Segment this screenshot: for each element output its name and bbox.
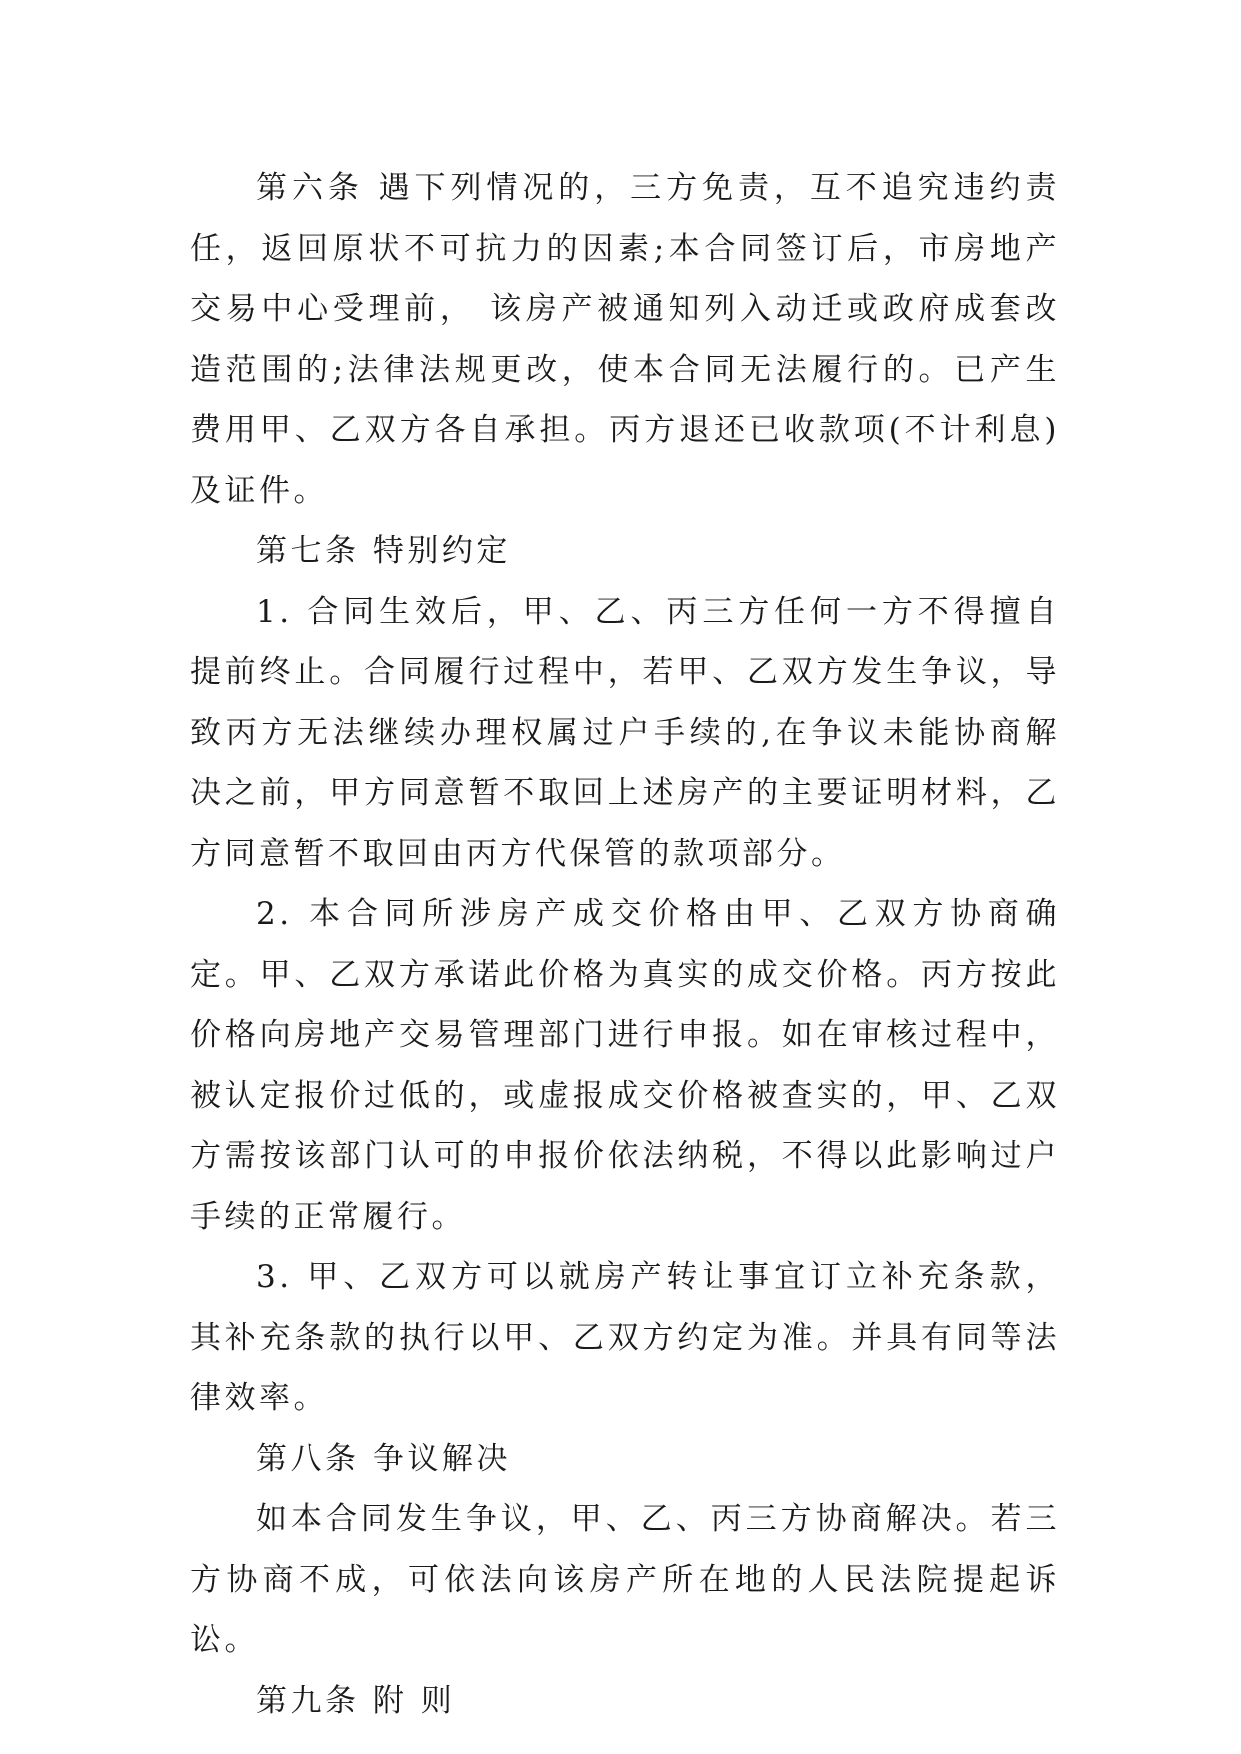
article-8-heading: 第八条 争议解决 xyxy=(256,1440,511,1477)
article-7-clause-2: 2. 本合同所涉房产成交价格由甲、乙双方协商确定。甲、乙双方承诺此价格为真实的成交价格。丙方按此价格向房地产交易管理部门进行申报。如在审核过程中，被认定报价过低的，或虚报成交价格被查实的，甲、乙双方需按该部门认可的申报价依法纳税，不得以此影响过户手续的正常履行。 xyxy=(190,896,1060,1235)
document-body xyxy=(190,158,1060,1731)
article-8-paragraph: 如本合同发生争议，甲、乙、丙三方协商解决。若三方协商不成，可依法向该房产所在地的人民法院提起诉讼。 xyxy=(190,1501,1060,1658)
article-7-clause-1: 1. 合同生效后，甲、乙、丙三方任何一方不得擅自提前终止。合同履行过程中，若甲、乙双方发生争议，导致丙方无法继续办理权属过户手续的,在争议未能协商解决之前，甲方同意暂不取回上述房产的主要证明材料，乙方同意暂不取回由丙方代保管的款项部分。 xyxy=(190,593,1060,872)
article-7-clause-3: 3. 甲、乙双方可以就房产转让事宜订立补充条款，其补充条款的执行以甲、乙双方约定为准。并具有同等法律效率。 xyxy=(190,1259,1060,1416)
article-7-heading: 第七条 特别约定 xyxy=(256,533,511,569)
article-9-heading: 第九条 附 则 xyxy=(256,1682,456,1719)
article-6-paragraph: 第六条 遇下列情况的，三方免责，互不追究违约责任，返回原状不可抗力的因素;本合同签订后，市房地产交易中心受理前， 该房产被通知列入动迁或政府成套改造范围的;法律法规更改，使本合同无法履行的。已产生费用甲、乙双方各自承担。丙方退还已收款项(不计利息)及证件。 xyxy=(190,170,1060,509)
